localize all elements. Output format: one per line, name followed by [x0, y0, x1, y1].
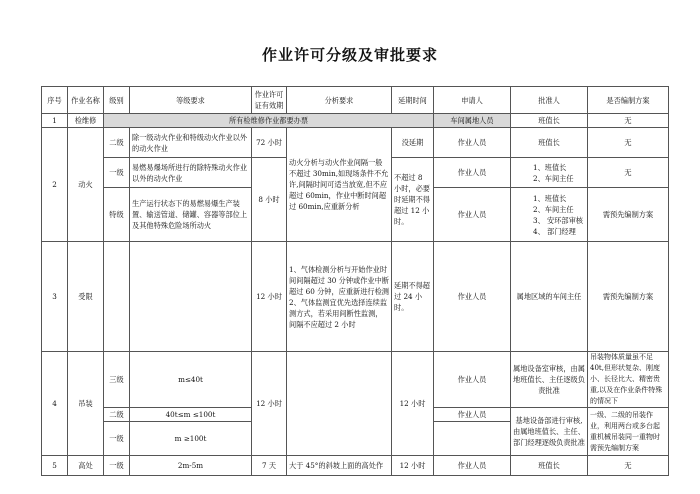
row-applicant: 作业人员 — [434, 408, 511, 422]
header-analysis: 分析要求 — [287, 87, 392, 114]
row-approver: 属地区域的车间主任 — [511, 242, 588, 352]
row-plan: 无 — [588, 456, 669, 476]
row-valid: 12 小时 — [252, 242, 287, 352]
row-analysis — [287, 352, 392, 456]
row-plan: 无 — [588, 128, 669, 158]
row-level: 一级 — [104, 456, 130, 476]
row-applicant: 作业人员 — [434, 188, 511, 242]
row-approver: 班值长 — [511, 128, 588, 158]
row-req: 除一级动火作业和特级动火作业以外的动火作业 — [130, 128, 252, 158]
row-applicant: 作业人员 — [434, 242, 511, 352]
approver-line: 3、 安环部审核 — [533, 215, 583, 225]
header-approver: 批准人 — [511, 87, 588, 114]
row-applicant: 车间属地人员 — [434, 114, 511, 128]
row-applicant — [434, 422, 511, 456]
row-no: 2 — [42, 128, 68, 242]
row-approver: 班值长 — [511, 114, 588, 128]
table-row — [42, 242, 669, 352]
table-row — [42, 352, 669, 408]
row-plan: 无 — [588, 114, 669, 128]
row-analysis: 动火分析与动火作业间隔一般不超过 30min,如现场条件不允许,间隔时间可适当放宽,但不应超过 60min，作业中断时间超过 60min,应重新分析 — [287, 128, 392, 242]
row-level: 三级 — [104, 352, 130, 408]
approver-line: 1、班值长 — [533, 193, 567, 203]
row-req: 40t≤m ≤100t — [130, 408, 252, 422]
row-no: 5 — [42, 456, 68, 476]
approver-line: 2、车间主任 — [533, 173, 574, 183]
row-valid: 7 天 — [252, 456, 287, 476]
permit-table — [41, 86, 669, 476]
row-name: 受限 — [68, 242, 104, 352]
approver-line: 1、班值长 — [533, 162, 567, 172]
row-applicant: 作业人员 — [434, 456, 511, 476]
row-applicant: 作业人员 — [434, 158, 511, 188]
row-approver: 班值长 — [511, 456, 588, 476]
row-req — [104, 114, 434, 128]
row-plan: 吊装物体质量虽不足 40t,但形状复杂、刚度小、长径比大、精密贵重,以及在作业条件特殊的情况下 — [588, 352, 669, 408]
row-approver: 基地设备部进行审核,由属地班值长、主任、部门经理逐级负责批准 — [511, 408, 588, 456]
row-level: 特级 — [104, 188, 130, 242]
row-applicant: 作业人员 — [434, 128, 511, 158]
row-extend: 12 小时 — [392, 456, 434, 476]
row-req: m ≥100t — [130, 422, 252, 456]
header-name: 作业名称 — [68, 87, 104, 114]
row-req: 易燃易爆场所进行的除特殊动火作业以外的动火作业 — [130, 158, 252, 188]
row-no: 1 — [42, 114, 68, 128]
row-plan: 一级、二级的吊装作业，利用两台或多台起重机械吊装同一重物时需预先编制方案 — [588, 408, 669, 456]
row-valid: 72 小时 — [252, 128, 287, 158]
row-level — [104, 242, 130, 352]
header-plan: 是否编制方案 — [588, 87, 669, 114]
header-extend: 延期时间 — [392, 87, 434, 114]
row-req: 2m-5m — [130, 456, 252, 476]
row-extend: 没延期 — [392, 128, 434, 158]
approver-line: 4、 部门经理 — [533, 226, 576, 236]
row-extend: 延期不得超过 24 小时。 — [392, 242, 434, 352]
row-extend: 12 小时 — [392, 352, 434, 456]
row-no: 4 — [42, 352, 68, 456]
row-plan: 无 — [588, 158, 669, 188]
row-name: 动火 — [68, 128, 104, 242]
table-row — [42, 128, 669, 158]
header-applicant: 申请人 — [434, 87, 511, 114]
header-valid: 作业许可证有效期 — [252, 87, 287, 114]
row-name: 高处 — [68, 456, 104, 476]
table-row — [42, 114, 669, 128]
row-analysis: 1、气体检测分析与开始作业时间间隔超过 30 分钟或作业中断超过 60 分钟，应重新进行检测 2、气体监测宜优先选择连续监测方式，若采用间断性监测，间隔不应超过 2 小时 — [287, 242, 392, 352]
row-analysis: 大于 45°的斜坡上面的高处作 — [287, 456, 392, 476]
row-approver: 属地设备室审核，由属地班值长、主任逐级负责批准 — [511, 352, 588, 408]
row-req-text: 所有检维修作业都要办票 — [228, 116, 309, 125]
row-extend: 不超过 8 小时，必要时延期不得超过 12 小时。 — [392, 158, 434, 242]
row-plan: 需预先编制方案 — [588, 188, 669, 242]
row-req — [130, 242, 252, 352]
row-no: 3 — [42, 242, 68, 352]
header-row — [42, 87, 669, 114]
header-no: 序号 — [42, 87, 68, 114]
document-title: 作业许可分级及审批要求 — [261, 46, 438, 64]
table-row — [42, 456, 669, 476]
row-req: m≤40t — [130, 352, 252, 408]
row-level: 二级 — [104, 128, 130, 158]
row-approver — [511, 188, 588, 242]
row-req: 生产运行状态下的易燃易爆生产装置、输送管道、储罐、容器等部位上及其他特殊危险场所动火 — [130, 188, 252, 242]
header-level: 级别 — [104, 87, 130, 114]
row-level: 二级 — [104, 408, 130, 422]
row-name: 吊装 — [68, 352, 104, 456]
row-approver — [511, 158, 588, 188]
row-applicant: 作业人员 — [434, 352, 511, 408]
header-req: 等级要求 — [130, 87, 252, 114]
approver-line: 2、车间主任 — [533, 204, 574, 214]
row-name: 检维修 — [68, 114, 104, 128]
row-level: 一级 — [104, 422, 130, 456]
row-valid: 12 小时 — [252, 352, 287, 456]
row-valid: 8 小时 — [252, 158, 287, 242]
row-plan: 需预先编制方案 — [588, 242, 669, 352]
row-level: 一级 — [104, 158, 130, 188]
